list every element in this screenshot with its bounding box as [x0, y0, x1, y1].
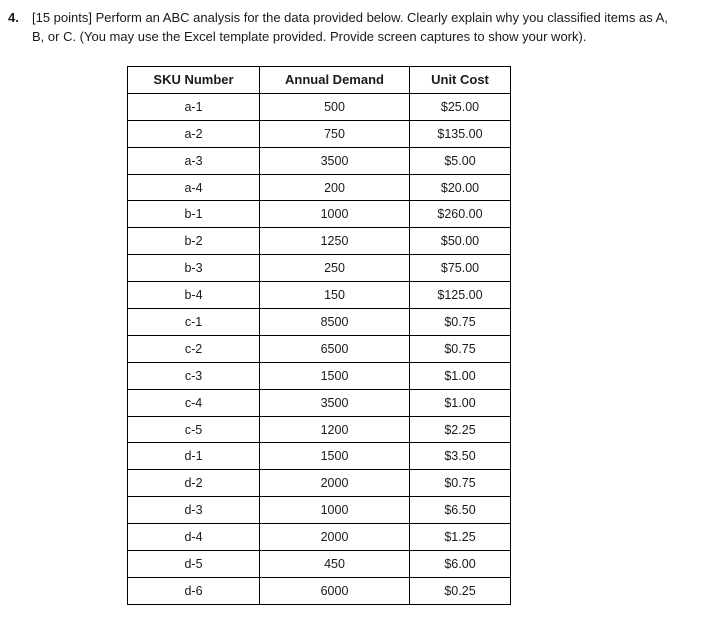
cell-sku-number: b-1 [128, 201, 260, 228]
cell-sku-number: d-5 [128, 551, 260, 578]
cell-annual-demand: 3500 [260, 147, 410, 174]
cell-sku-number: a-4 [128, 174, 260, 201]
table-row [128, 577, 511, 604]
cell-annual-demand: 2000 [260, 470, 410, 497]
table-row [128, 174, 511, 201]
cell-annual-demand: 200 [260, 174, 410, 201]
table-row [128, 470, 511, 497]
cell-annual-demand: 450 [260, 551, 410, 578]
cell-sku-number: c-1 [128, 309, 260, 336]
cell-sku-number: b-4 [128, 282, 260, 309]
cell-annual-demand: 6500 [260, 335, 410, 362]
cell-sku-number: a-2 [128, 120, 260, 147]
cell-annual-demand: 1500 [260, 362, 410, 389]
cell-annual-demand: 750 [260, 120, 410, 147]
table-row [128, 228, 511, 255]
cell-unit-cost: $20.00 [410, 174, 511, 201]
cell-unit-cost: $3.50 [410, 443, 511, 470]
cell-unit-cost: $0.75 [410, 335, 511, 362]
cell-annual-demand: 3500 [260, 389, 410, 416]
table-row [128, 201, 511, 228]
cell-unit-cost: $260.00 [410, 201, 511, 228]
header-sku-number: SKU Number [128, 67, 260, 94]
cell-unit-cost: $0.75 [410, 309, 511, 336]
table-row [128, 497, 511, 524]
cell-sku-number: a-1 [128, 93, 260, 120]
cell-sku-number: c-2 [128, 335, 260, 362]
cell-annual-demand: 8500 [260, 309, 410, 336]
cell-unit-cost: $6.50 [410, 497, 511, 524]
table-row [128, 362, 511, 389]
table-row [128, 524, 511, 551]
cell-unit-cost: $0.75 [410, 470, 511, 497]
cell-unit-cost: $1.25 [410, 524, 511, 551]
cell-annual-demand: 6000 [260, 577, 410, 604]
cell-sku-number: c-4 [128, 389, 260, 416]
cell-sku-number: b-3 [128, 255, 260, 282]
cell-annual-demand: 1500 [260, 443, 410, 470]
cell-unit-cost: $2.25 [410, 416, 511, 443]
cell-sku-number: d-4 [128, 524, 260, 551]
table-row [128, 93, 511, 120]
table-row [128, 389, 511, 416]
cell-annual-demand: 2000 [260, 524, 410, 551]
cell-annual-demand: 250 [260, 255, 410, 282]
cell-sku-number: d-1 [128, 443, 260, 470]
cell-unit-cost: $1.00 [410, 362, 511, 389]
table-row [128, 309, 511, 336]
cell-annual-demand: 1250 [260, 228, 410, 255]
cell-annual-demand: 1000 [260, 497, 410, 524]
cell-sku-number: b-2 [128, 228, 260, 255]
cell-sku-number: d-3 [128, 497, 260, 524]
cell-unit-cost: $6.00 [410, 551, 511, 578]
table-row [128, 120, 511, 147]
cell-sku-number: d-6 [128, 577, 260, 604]
cell-sku-number: d-2 [128, 470, 260, 497]
header-unit-cost: Unit Cost [410, 67, 511, 94]
table-row [128, 147, 511, 174]
table-row [128, 255, 511, 282]
cell-unit-cost: $75.00 [410, 255, 511, 282]
cell-sku-number: c-5 [128, 416, 260, 443]
table-row [128, 282, 511, 309]
cell-unit-cost: $0.25 [410, 577, 511, 604]
cell-sku-number: a-3 [128, 147, 260, 174]
cell-annual-demand: 500 [260, 93, 410, 120]
table-row [128, 443, 511, 470]
cell-annual-demand: 1000 [260, 201, 410, 228]
cell-unit-cost: $5.00 [410, 147, 511, 174]
cell-unit-cost: $125.00 [410, 282, 511, 309]
sku-data-table [127, 66, 511, 605]
table-header-row [128, 67, 511, 94]
question-number: 4. [8, 10, 19, 25]
table-row [128, 551, 511, 578]
table-row [128, 416, 511, 443]
table-body [128, 93, 511, 604]
cell-unit-cost: $1.00 [410, 389, 511, 416]
cell-unit-cost: $135.00 [410, 120, 511, 147]
header-annual-demand: Annual Demand [260, 67, 410, 94]
cell-annual-demand: 1200 [260, 416, 410, 443]
cell-unit-cost: $25.00 [410, 93, 511, 120]
question-block [8, 9, 668, 46]
cell-sku-number: c-3 [128, 362, 260, 389]
question-text: [15 points] Perform an ABC analysis for the data provided below. Clearly explain why you classified items as A, B, or C. (You may use the Excel template provided. Provide screen captures to show your work). [32, 10, 668, 44]
table-row [128, 335, 511, 362]
cell-unit-cost: $50.00 [410, 228, 511, 255]
cell-annual-demand: 150 [260, 282, 410, 309]
